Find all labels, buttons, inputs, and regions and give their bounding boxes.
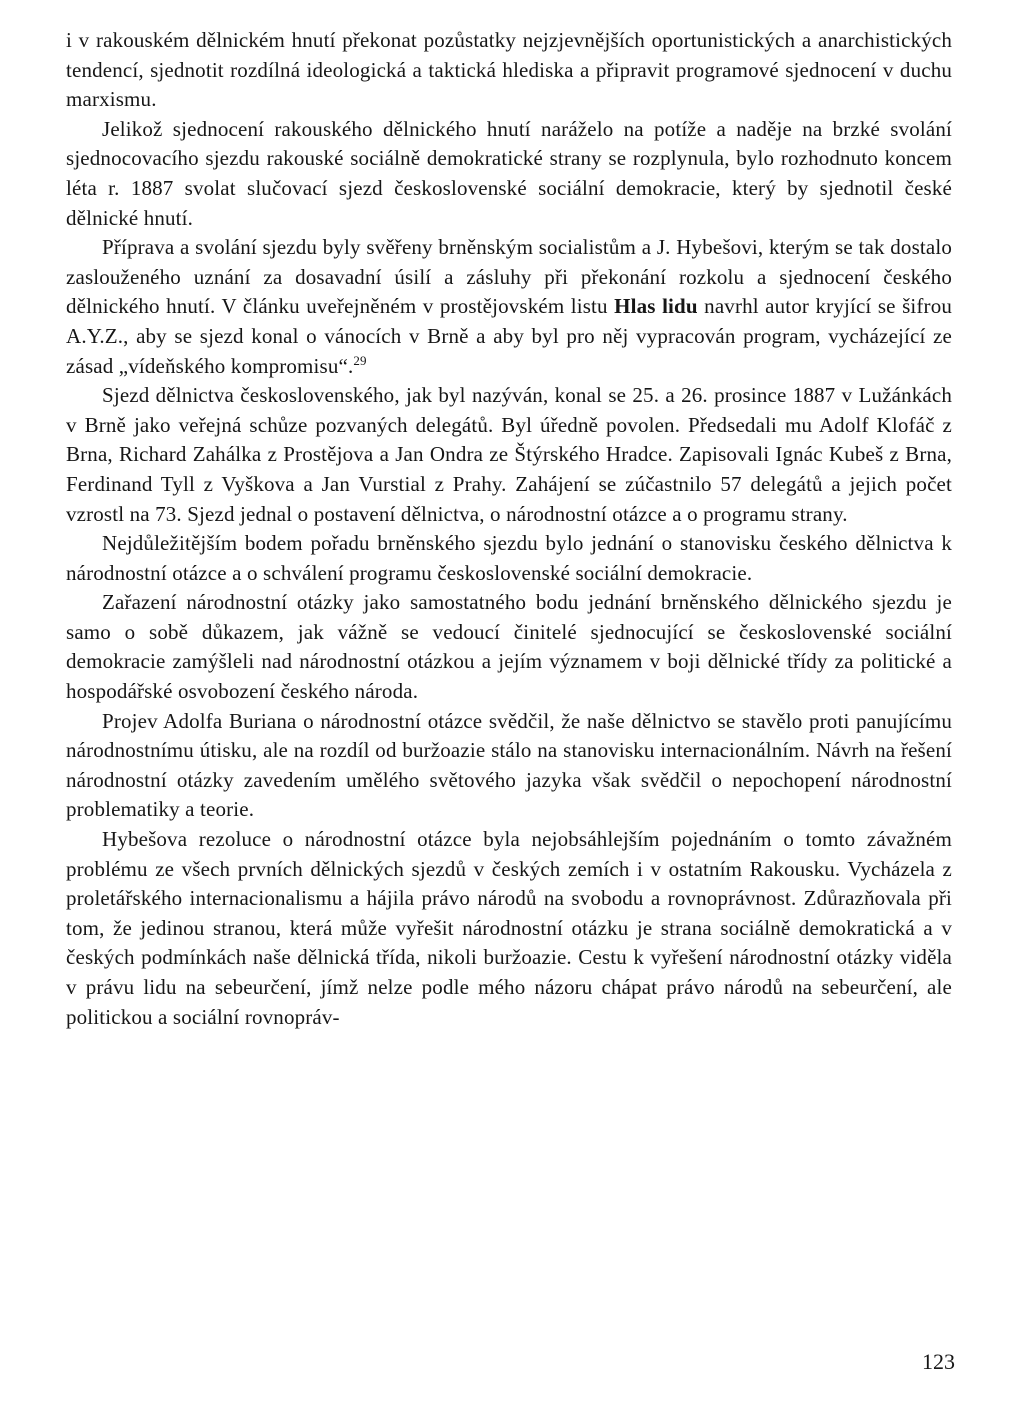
paragraph-5: Nejdůležitějším bodem pořadu brněnského sjezdu bylo jednání o stanovisku českého dělnictva k národnostní otázce a o schválení programu československé sociální demokracie.: [66, 531, 952, 585]
paragraph-3-text-b: navrhl autor kryjící se šifrou A.Y.Z., aby se sjezd konal o vánocích v Brně a aby byl pro něj vypracován program, vycházející ze zásad „vídeňského kompromisu“.: [66, 294, 953, 378]
paragraph-4: Sjezd dělnictva československého, jak byl nazýván, konal se 25. a 26. prosince 1887 v Lužánkách v Brně jako veřejná schůze pozvaných delegátů. Byl úředně povolen. Předsedali mu Adolf Klofáč z Brna, Richard Zahálka z Prostějova a Jan Ondra ze Štýrského Hradce. Zapisovali Ignác Kubeš z Brna, Ferdinand Tyll z Vyškova a Jan Vurstial z Prahy. Zahájení se zúčastnilo 57 delegátů a jejich počet vzrostl na 73. Sjezd jednal o postavení dělnictva, o národnostní otázce a o programu strany.: [66, 383, 952, 526]
paragraph-2: Jelikož sjednocení rakouského dělnického hnutí naráželo na potíže a naděje na brzké svolání sjednocovacího sjezdu rakouské sociálně demokratické strany se rozplynula, bylo rozhodnuto koncem léta r. 1887 svolat slučovací sjezd československé sociální demokracie, který by sjednotil české dělnické hnutí.: [66, 116, 952, 230]
paragraph-7: Projev Adolfa Buriana o národnostní otázce svědčil, že naše dělnictvo se stavělo proti panujícímu národnostnímu útisku, ale na rozdíl od buržoazie stálo na stanovisku internacionálním. Návrh na řešení národnostní otázky zavedením umělého světového jazyka však svědčil o nepochopení národnostní problematiky a teorie.: [66, 708, 952, 822]
newspaper-title-hlas-lidu: Hlas lidu: [614, 294, 698, 319]
paragraph-1: i v rakouském dělnickém hnutí překonat pozůstatky nejzjevnějších oportunistických a anarchistických tendencí, sjednotit rozdílná ideologická a taktická hlediska a připravit programové sjednocení v duchu marxismu.: [66, 28, 952, 112]
paragraph-3-text-a: Příprava a svolání sjezdu byly svěřeny brněnským socialistům a J. Hybešovi, kterým se tak dostalo zaslouženého uznání za dosavadní úsilí a zásluhy při překonání rozkolu a sjednocení českého dělnického hnutí. V článku uveřejněném v prostějovském listu: [66, 235, 952, 319]
paragraph-6: Zařazení národnostní otázky jako samostatného bodu jednání brněnského dělnického sjezdu je samo o sobě důkazem, jak vážně se vedoucí činitelé sjednocující se československé sociální demokracie zamýšleli nad národnostní otázkou a jejím významem v boji dělnické třídy za politické a hospodářské osvobození českého národa.: [66, 590, 952, 704]
body-text: [66, 26, 952, 1032]
page-number: 123: [922, 1349, 955, 1374]
paragraph-8: Hybešova rezoluce o národnostní otázce byla nejobsáhlejším pojednáním o tomto závažném problému ze všech prvních dělnických sjezdů v českých zemích i v ostatním Rakousku. Vycházela z proletářského internacionalismu a hájila právo národů na svobodu a rovnoprávnost. Zdůrazňovala při tom, že jedinou stranou, která může vyřešit národnostní otázku je strana sociálně demokratická a v českých podmínkách naše dělnická třída, nikoli buržoazie. Cestu k vyřešení národnostní otázky viděla v právu lidu na sebeurčení, jímž nelze podle mého názoru chápat právo národů na sebeurčení, ale politickou a sociální rovnopráv-: [66, 827, 952, 1029]
paragraph-3: [66, 233, 952, 381]
footnote-reference: 29: [353, 352, 367, 368]
